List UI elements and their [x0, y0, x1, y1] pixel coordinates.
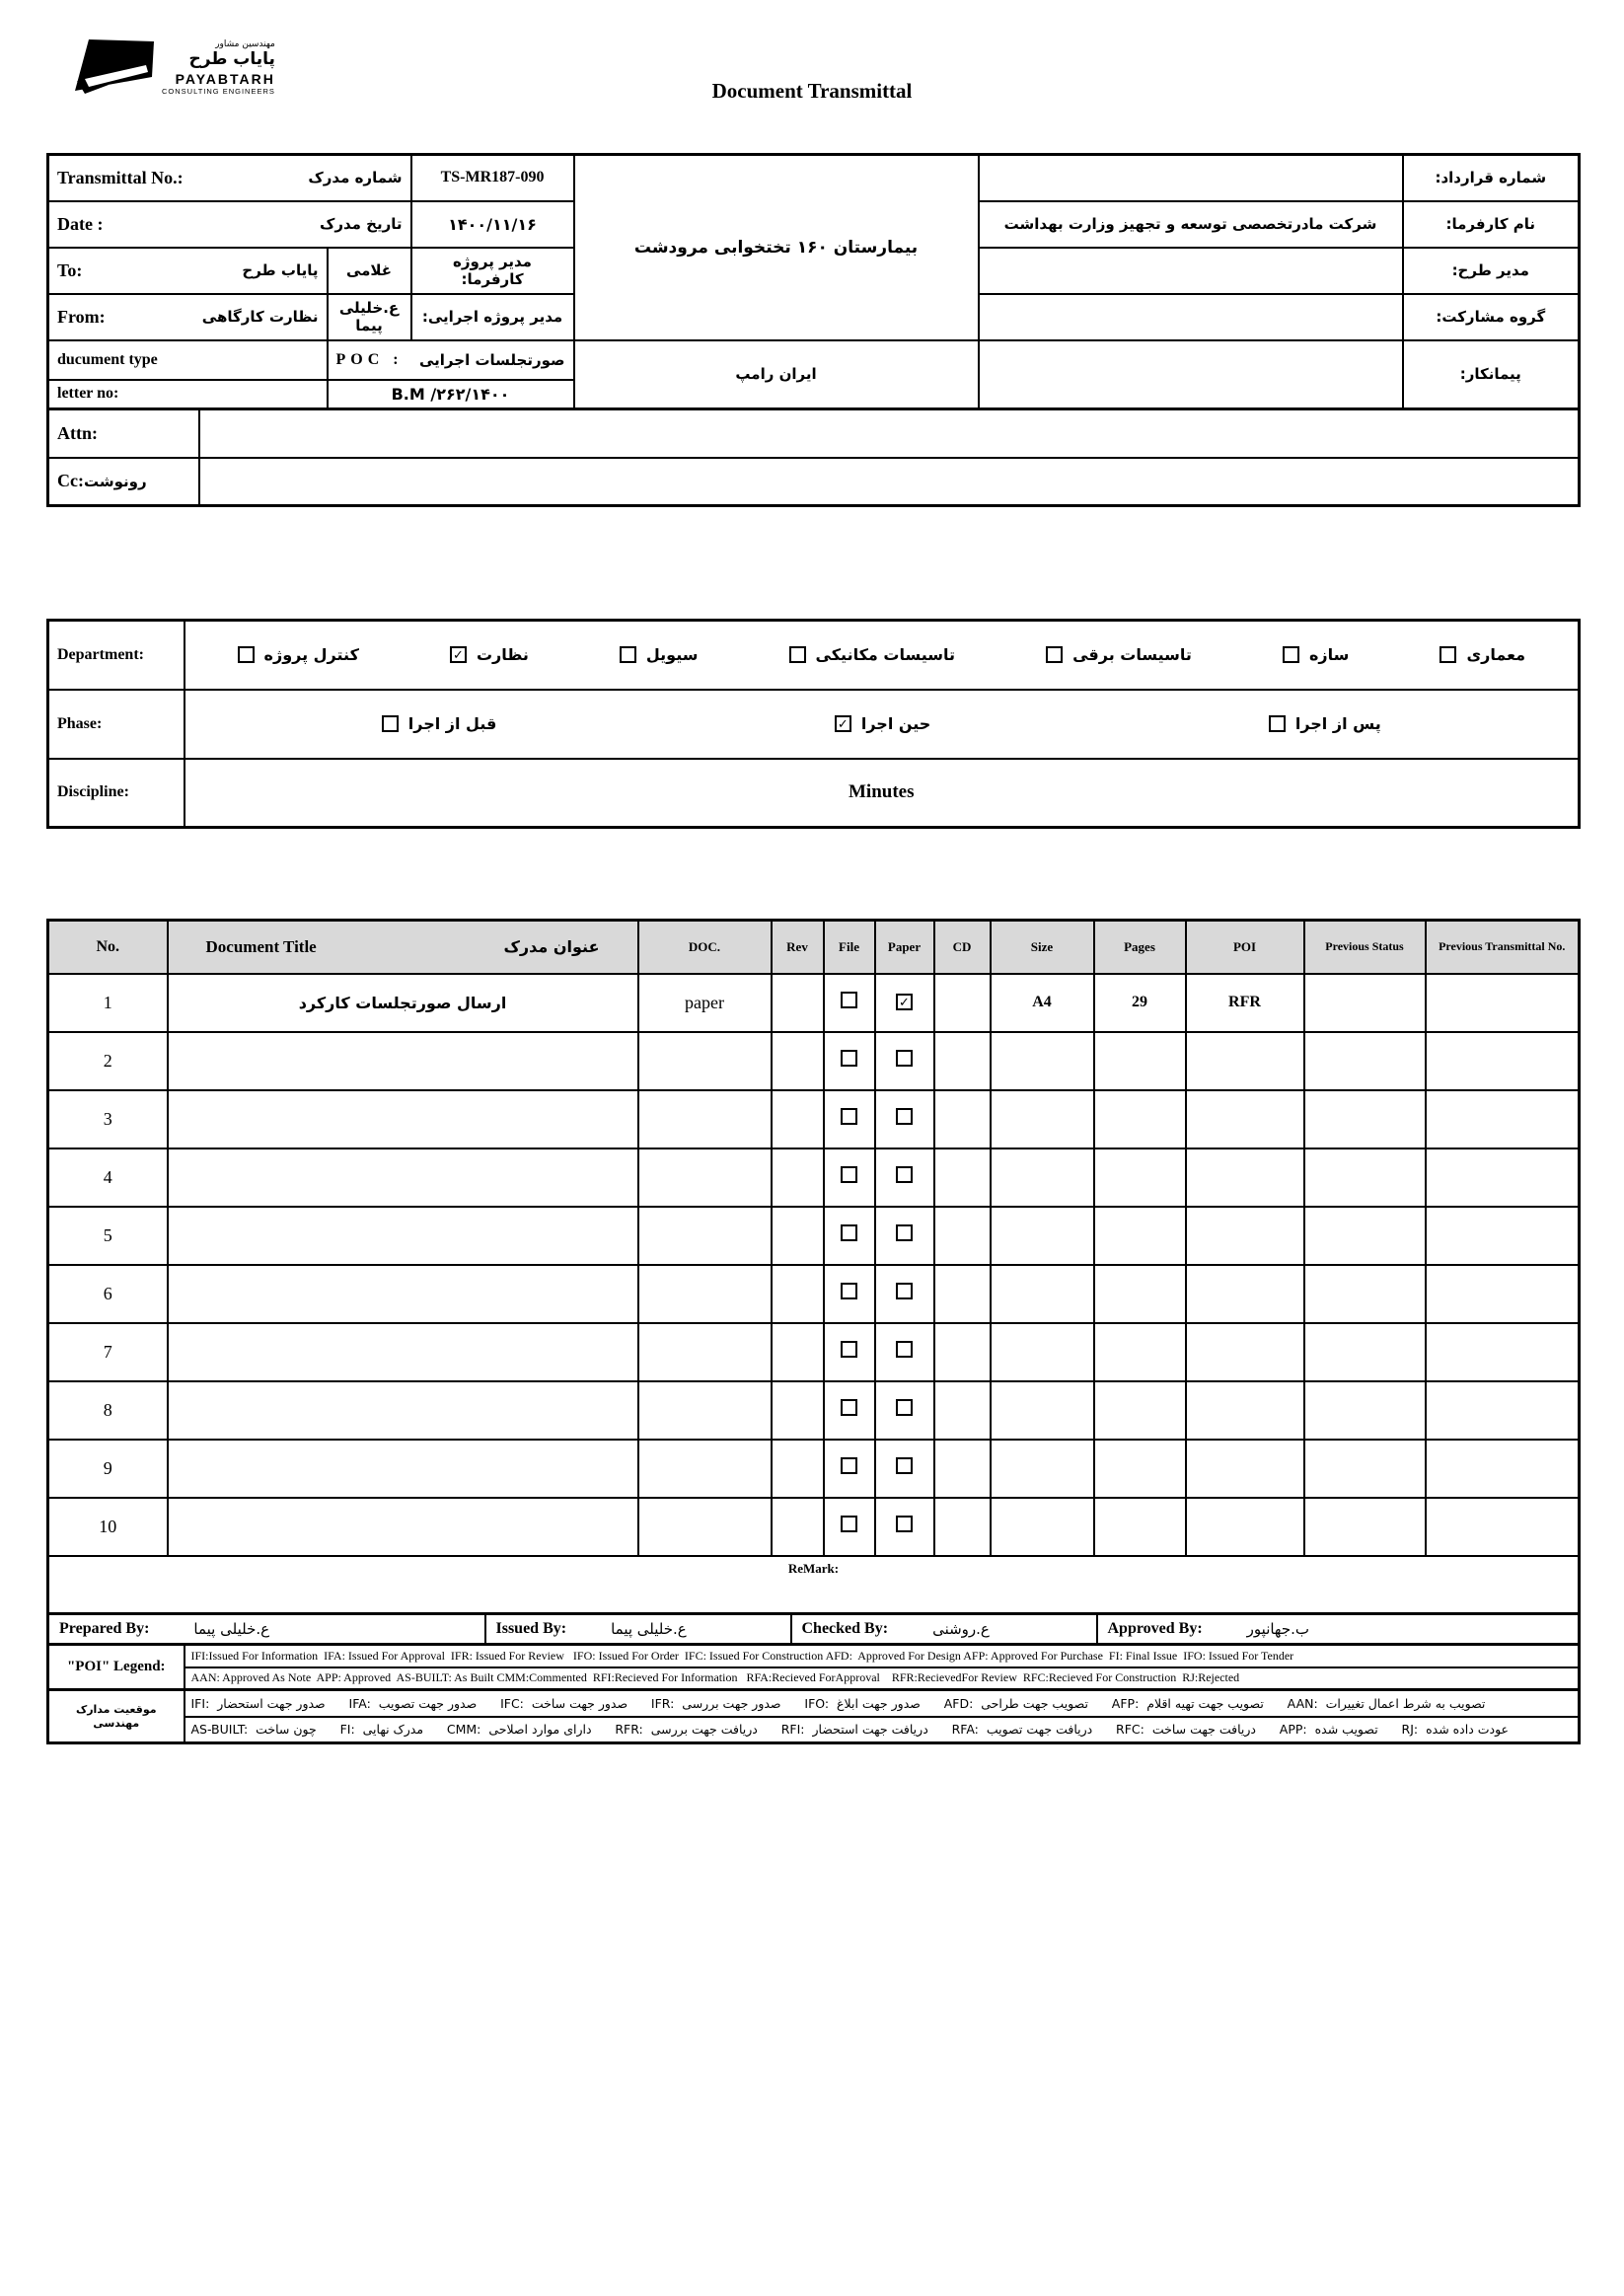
dept-checkbox-project-control: [238, 646, 255, 663]
row-cd: [934, 1090, 991, 1148]
row-poi: [1186, 1498, 1304, 1556]
dept-checkbox-architecture: [1439, 646, 1456, 663]
logo-fa-tagline: مهندسین مشاور: [215, 39, 275, 49]
row-prev-status: [1304, 974, 1426, 1032]
design-manager-value-cell: [979, 248, 1403, 294]
row-prev-transmittal: [1426, 1032, 1580, 1090]
dept-option-label: تاسیسات مکانیکی: [815, 645, 956, 665]
phase-options-cell: [185, 690, 1580, 759]
fa-legend-row-2: [48, 1717, 1580, 1743]
contract-no-value-cell: [979, 155, 1403, 201]
row-size: [991, 1265, 1094, 1323]
row-rev: [772, 1090, 824, 1148]
contractor-value: ایران رامپ: [574, 340, 979, 409]
date-label-fa: تاریخ مدرک: [320, 215, 403, 233]
row-prev-status: [1304, 1381, 1426, 1440]
row-doc: [638, 1323, 772, 1381]
file-checkbox: [841, 1399, 857, 1416]
row-file: [824, 1381, 875, 1440]
row-pages: [1094, 1207, 1186, 1265]
row-paper: [875, 1440, 934, 1498]
from-value: نظارت کارگاهی: [201, 308, 319, 326]
paper-checkbox: [896, 1283, 913, 1299]
row-doc: [638, 1381, 772, 1440]
row-title: [168, 1090, 638, 1148]
row-pages: [1094, 1032, 1186, 1090]
row-paper: [875, 1323, 934, 1381]
row-prev-transmittal: [1426, 974, 1580, 1032]
poi-legend-row-2: [48, 1667, 1580, 1690]
row-poi: RFR: [1186, 974, 1304, 1032]
row-size: [991, 1381, 1094, 1440]
row-pages: [1094, 1090, 1186, 1148]
department-label-cell: [48, 621, 185, 690]
file-checkbox: [841, 1050, 857, 1067]
paper-checkbox: [896, 1224, 913, 1241]
dept-option-structure: [1283, 645, 1349, 664]
doc-type-label-cell: [48, 340, 328, 380]
dept-option-electrical: [1046, 645, 1192, 664]
dept-option-architecture: [1439, 645, 1525, 664]
phase-checkbox-before: [382, 715, 399, 732]
row-paper: [875, 1498, 934, 1556]
file-checkbox: [841, 1166, 857, 1183]
row-prev-transmittal: [1426, 1440, 1580, 1498]
row-rev: [772, 1498, 824, 1556]
header-pages: Pages: [1094, 921, 1186, 974]
row-title: [168, 1498, 638, 1556]
discipline-label: Discipline:: [57, 783, 129, 801]
row-pages: [1094, 1148, 1186, 1207]
cc-value-cell: [199, 458, 1580, 506]
row-prev-status: [1304, 1148, 1426, 1207]
row-paper: [875, 1032, 934, 1090]
row-doc: [638, 1265, 772, 1323]
dept-checkbox-mechanical: [789, 646, 806, 663]
row-paper: [875, 1148, 934, 1207]
phase-checkbox-during: ✓: [835, 715, 851, 732]
row-poi: [1186, 1090, 1304, 1148]
row-poi: [1186, 1323, 1304, 1381]
row-file: [824, 1323, 875, 1381]
to-cell: [48, 248, 328, 294]
design-manager-label: مدیر طرح:: [1403, 248, 1580, 294]
exec-pm-value: ع.خلیلی پیما: [328, 294, 411, 340]
dept-checkbox-civil: [620, 646, 636, 663]
row-doc: [638, 1090, 772, 1148]
transmittal-info-section: [46, 153, 1581, 507]
transmittal-no-value: TS-MR187-090: [411, 155, 574, 201]
phase-option-during: [835, 714, 930, 733]
row-pages: [1094, 1381, 1186, 1440]
prepared-by-cell: [48, 1614, 485, 1645]
partnership-label: گروه مشارکت:: [1403, 294, 1580, 340]
row-no: 7: [48, 1323, 168, 1381]
from-label: From:: [57, 306, 106, 327]
prepared-by-value: ع.خلیلی پیما: [193, 1620, 270, 1638]
row-title: [168, 1323, 638, 1381]
discipline-value: Minutes: [849, 781, 915, 803]
row-paper: [875, 1265, 934, 1323]
row-file: [824, 974, 875, 1032]
poi-legend-label: "POI" Legend:: [48, 1645, 185, 1690]
file-checkbox: [841, 1283, 857, 1299]
fa-legend-line-1: IFI: صدور جهت استحضار IFA: صدور جهت تصویب IFC: صدور جهت ساخت IFR: صدور جهت بررسی IFO: صدور جهت ابلاغ AFD: تصویب جهت طراحی AFP: تصویب جهت تهیه اقلام AAN: تصویب به شرط اعمال تغییرات: [185, 1690, 1580, 1717]
row-no: 2: [48, 1032, 168, 1090]
client-name-value: شرکت مادرتخصصی توسعه و تجهیز وزارت بهداشت: [979, 201, 1403, 248]
row-file: [824, 1265, 875, 1323]
row-file: [824, 1498, 875, 1556]
row-doc: paper: [638, 974, 772, 1032]
row-prev-status: [1304, 1207, 1426, 1265]
row-paper: [875, 974, 934, 1032]
row-cd: [934, 1323, 991, 1381]
doc-type-code: POC :: [335, 350, 404, 368]
logo-en-name: PAYABTARH: [175, 71, 275, 87]
poi-legend-line-2: AAN: Approved As Note APP: Approved AS-BUILT: As Built CMM:Commented RFI:Recieved For Information RFA:Recieved ForApproval RFR:RecievedFor Review RFC:Recieved For Construction RJ:Rejected: [185, 1667, 1580, 1690]
from-cell: [48, 294, 328, 340]
header-poi: POI: [1186, 921, 1304, 974]
row-size: [991, 1090, 1094, 1148]
logo-en-subtitle: CONSULTING ENGINEERS: [162, 87, 275, 96]
issued-by-cell: [485, 1614, 791, 1645]
row-title: [168, 1148, 638, 1207]
file-checkbox: [841, 992, 857, 1008]
contract-no-label: شماره قرارداد:: [1403, 155, 1580, 201]
file-checkbox: [841, 1108, 857, 1125]
issued-by-label: Issued By:: [495, 1620, 567, 1637]
row-pages: [1094, 1265, 1186, 1323]
contractor-extra-cell: [979, 340, 1403, 409]
row-doc: [638, 1148, 772, 1207]
row-cd: [934, 1207, 991, 1265]
table-row: [48, 974, 1580, 1032]
attn-value-cell: [199, 409, 1580, 458]
classification-section: [46, 619, 1581, 829]
to-value: پایاب طرح: [242, 261, 319, 279]
row-size: [991, 1440, 1094, 1498]
row-poi: [1186, 1032, 1304, 1090]
dept-option-supervision: [450, 645, 529, 664]
row-file: [824, 1440, 875, 1498]
header-title-fa: عنوان مدرک: [503, 937, 600, 957]
row-no: 5: [48, 1207, 168, 1265]
row-paper: [875, 1090, 934, 1148]
row-file: [824, 1090, 875, 1148]
doc-type-fa: صورتجلسات اجرایی: [418, 350, 565, 369]
header-title: [168, 921, 638, 974]
row-no: 9: [48, 1440, 168, 1498]
cc-label-fa: رونوشت: [83, 473, 147, 491]
row-rev: [772, 1148, 824, 1207]
row-prev-status: [1304, 1323, 1426, 1381]
issued-by-value: ع.خلیلی پیما: [611, 1620, 687, 1638]
signature-row: [48, 1614, 1580, 1645]
project-name: بیمارستان ۱۶۰ تختخوابی مرودشت: [574, 155, 979, 340]
file-checkbox: [841, 1516, 857, 1532]
remark-cell: [48, 1556, 1580, 1614]
row-size: [991, 1323, 1094, 1381]
row-prev-status: [1304, 1265, 1426, 1323]
dept-option-civil: [620, 645, 699, 664]
row-pages: [1094, 1498, 1186, 1556]
row-title: [168, 1265, 638, 1323]
date-value: ۱۴۰۰/۱۱/۱۶: [411, 201, 574, 248]
table-row: [48, 1207, 1580, 1265]
discipline-value-cell: [185, 759, 1580, 828]
dept-option-label: نظارت: [476, 645, 529, 665]
fa-legend-label: موقعیت مدارک مهندسی: [48, 1690, 185, 1743]
row-prev-transmittal: [1426, 1498, 1580, 1556]
row-title: [168, 1440, 638, 1498]
poi-legend-row-1: [48, 1645, 1580, 1667]
row-prev-transmittal: [1426, 1148, 1580, 1207]
dept-option-label: سازه: [1308, 645, 1350, 665]
partnership-value-cell: [979, 294, 1403, 340]
row-poi: [1186, 1440, 1304, 1498]
table-row: [48, 1032, 1580, 1090]
header-prev-status: Previous Status: [1304, 921, 1426, 974]
dept-option-project-control: [238, 645, 359, 664]
attn-label-cell: [48, 409, 199, 458]
row-cd: [934, 1498, 991, 1556]
file-checkbox: [841, 1224, 857, 1241]
department-label: Department:: [57, 645, 144, 663]
row-size: [991, 1498, 1094, 1556]
fa-legend-row-1: [48, 1690, 1580, 1717]
row-doc: [638, 1440, 772, 1498]
row-no: 8: [48, 1381, 168, 1440]
row-pages: [1094, 1323, 1186, 1381]
checked-by-label: Checked By:: [801, 1620, 889, 1637]
paper-checkbox: [896, 1399, 913, 1416]
logo-fa-name: پایاب طرح: [188, 49, 275, 69]
row-cd: [934, 974, 991, 1032]
dept-option-label: کنترل پروژه: [263, 645, 359, 665]
paper-checkbox: [896, 1457, 913, 1474]
paper-checkbox: ✓: [896, 994, 913, 1010]
attn-label: Attn:: [57, 422, 98, 443]
row-size: [991, 1032, 1094, 1090]
fa-legend-line-2: AS-BUILT: چون ساخت FI: مدرک نهایی CMM: دارای موارد اصلاحی RFR: دریافت جهت بررسی RFI: دریافت جهت استحضار RFA: دریافت جهت تصویب RFC: دریافت جهت ساخت APP: تصویب شده RJ: عودت داده شده: [185, 1717, 1580, 1743]
header-title-en: Document Title: [205, 936, 317, 956]
table-row: [48, 1090, 1580, 1148]
row-poi: [1186, 1265, 1304, 1323]
row-file: [824, 1032, 875, 1090]
header-cd: CD: [934, 921, 991, 974]
phase-checkbox-after: [1269, 715, 1286, 732]
transmittal-no-label-en: Transmittal No.:: [57, 167, 184, 187]
row-prev-transmittal: [1426, 1381, 1580, 1440]
contractor-label: پیمانکار:: [1403, 340, 1580, 409]
row-no: 10: [48, 1498, 168, 1556]
checked-by-value: ع.روشنی: [932, 1620, 990, 1638]
row-size: [991, 1148, 1094, 1207]
header-prev-transmittal: Previous Transmittal No.: [1426, 921, 1580, 974]
row-title: [168, 1032, 638, 1090]
paper-checkbox: [896, 1516, 913, 1532]
file-checkbox: [841, 1341, 857, 1358]
paper-checkbox: [896, 1050, 913, 1067]
letter-no-label-cell: [48, 380, 328, 409]
remark-row: [48, 1556, 1580, 1614]
row-prev-transmittal: [1426, 1207, 1580, 1265]
row-cd: [934, 1265, 991, 1323]
row-cd: [934, 1381, 991, 1440]
client-name-label: نام کارفرما:: [1403, 201, 1580, 248]
row-no: 1: [48, 974, 168, 1032]
page-title: Document Transmittal: [711, 79, 913, 103]
row-rev: [772, 1265, 824, 1323]
poi-legend-line-1: IFI:Issued For Information IFA: Issued For Approval IFR: Issued For Review IFO: Issued For Order IFC: Issued For Construction AFD: Approved For Design AFP: Approved For Purchase FI: Final Issue IFO: Issued For Tender: [185, 1645, 1580, 1667]
paper-checkbox: [896, 1108, 913, 1125]
row-cd: [934, 1032, 991, 1090]
row-pages: [1094, 1440, 1186, 1498]
checked-by-cell: [791, 1614, 1097, 1645]
table-row: [48, 1498, 1580, 1556]
phase-option-label: قبل از اجرا: [407, 714, 497, 733]
dept-option-label: سیویل: [645, 645, 699, 665]
row-prev-status: [1304, 1090, 1426, 1148]
row-pages: 29: [1094, 974, 1186, 1032]
transmittal-no-label-fa: شماره مدرک: [308, 169, 403, 187]
row-no: 4: [48, 1148, 168, 1207]
dept-checkbox-structure: [1283, 646, 1299, 663]
phase-option-before: [382, 714, 497, 733]
letter-no-value: B.M /۲۶۲/۱۴۰۰: [328, 380, 574, 409]
row-rev: [772, 1323, 824, 1381]
row-prev-status: [1304, 1032, 1426, 1090]
doc-type-label: ducument type: [57, 350, 158, 368]
table-row: [48, 1440, 1580, 1498]
header-file: File: [824, 921, 875, 974]
row-file: [824, 1148, 875, 1207]
row-cd: [934, 1440, 991, 1498]
row-rev: [772, 974, 824, 1032]
row-doc: [638, 1207, 772, 1265]
row-doc: [638, 1032, 772, 1090]
row-prev-transmittal: [1426, 1265, 1580, 1323]
dept-checkbox-supervision: ✓: [450, 646, 467, 663]
header-doc: DOC.: [638, 921, 772, 974]
exec-pm-label: مدیر پروژه اجرایی:: [411, 294, 574, 340]
dept-option-label: معماری: [1466, 645, 1525, 665]
row-rev: [772, 1207, 824, 1265]
table-row: [48, 1148, 1580, 1207]
row-size: [991, 1207, 1094, 1265]
phase-option-after: [1269, 714, 1381, 733]
document-list-section: [46, 919, 1581, 1744]
header-no: No.: [48, 921, 168, 974]
doc-table-header-row: [48, 921, 1580, 974]
row-rev: [772, 1032, 824, 1090]
prepared-by-label: Prepared By:: [59, 1620, 150, 1637]
phase-option-label: پس از اجرا: [1294, 714, 1381, 733]
approved-by-value: ب.جهانپور: [1246, 1620, 1310, 1638]
phase-label-cell: [48, 690, 185, 759]
approved-by-cell: [1097, 1614, 1580, 1645]
row-rev: [772, 1381, 824, 1440]
phase-label: Phase:: [57, 714, 103, 732]
paper-checkbox: [896, 1166, 913, 1183]
file-checkbox: [841, 1457, 857, 1474]
department-options-cell: [185, 621, 1580, 690]
row-prev-transmittal: [1426, 1323, 1580, 1381]
to-label: To:: [57, 259, 83, 280]
client-pm-value: غلامی: [328, 248, 411, 294]
dept-checkbox-electrical: [1046, 646, 1063, 663]
row-poi: [1186, 1207, 1304, 1265]
client-pm-label: مدیر پروژه کارفرما:: [411, 248, 574, 294]
cc-label-cell: [48, 458, 199, 506]
row-no: 6: [48, 1265, 168, 1323]
approved-by-label: Approved By:: [1107, 1620, 1203, 1637]
date-label-en: Date :: [57, 213, 104, 234]
remark-label: ReMark:: [787, 1560, 840, 1576]
row-no: 3: [48, 1090, 168, 1148]
discipline-label-cell: [48, 759, 185, 828]
row-size: A4: [991, 974, 1094, 1032]
cc-label-en: Cc:: [57, 471, 84, 491]
dept-option-label: تاسیسات برقی: [1072, 645, 1192, 665]
paper-checkbox: [896, 1341, 913, 1358]
row-cd: [934, 1148, 991, 1207]
row-rev: [772, 1440, 824, 1498]
transmittal-no-label-cell: [48, 155, 411, 201]
table-row: [48, 1265, 1580, 1323]
header-paper: Paper: [875, 921, 934, 974]
date-label-cell: [48, 201, 411, 248]
row-file: [824, 1207, 875, 1265]
row-title: [168, 1207, 638, 1265]
header-rev: Rev: [772, 921, 824, 974]
row-title: ارسال صورتجلسات کارکرد: [168, 974, 638, 1032]
doc-type-value-cell: [328, 340, 574, 380]
letter-no-label: letter no:: [57, 385, 119, 403]
row-prev-transmittal: [1426, 1090, 1580, 1148]
dept-option-mechanical: [789, 645, 955, 664]
row-poi: [1186, 1381, 1304, 1440]
table-row: [48, 1323, 1580, 1381]
header-size: Size: [991, 921, 1094, 974]
row-title: [168, 1381, 638, 1440]
row-prev-status: [1304, 1440, 1426, 1498]
row-paper: [875, 1207, 934, 1265]
row-paper: [875, 1381, 934, 1440]
row-prev-status: [1304, 1498, 1426, 1556]
table-row: [48, 1381, 1580, 1440]
row-doc: [638, 1498, 772, 1556]
phase-option-label: حین اجرا: [860, 714, 931, 733]
row-poi: [1186, 1148, 1304, 1207]
